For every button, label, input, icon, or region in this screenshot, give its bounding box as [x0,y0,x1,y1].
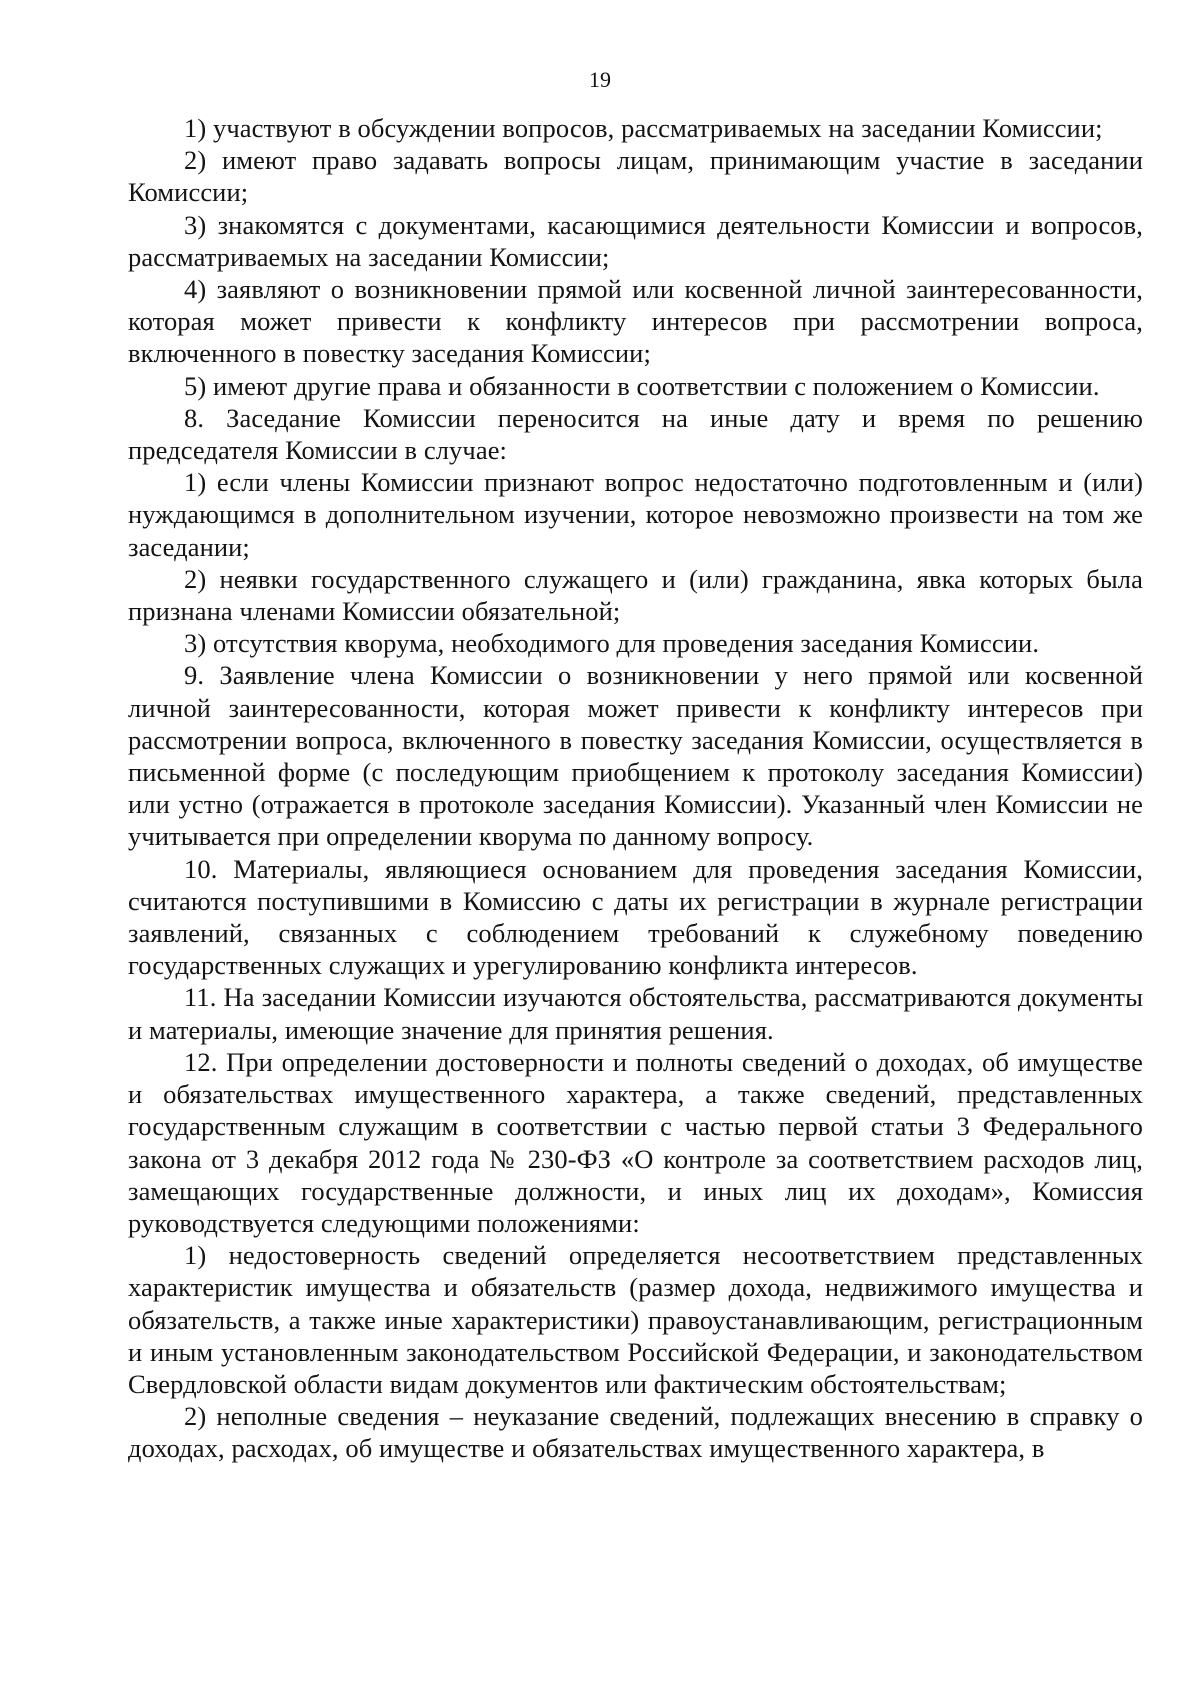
paragraph-item-1: 1) участвуют в обсуждении вопросов, рассматриваемых на заседании Комиссии; [184,113,1103,143]
paragraph-section-10: 10. Материалы, являющиеся основанием для проведения заседания Комиссии, считаются поступившими в Комиссию с даты их регистрации в журнале регистрации заявлений, связанных с соблюдением требований к служебному поведению государственных служащих и урегулированию конфликта интересов. [128,853,1143,981]
paragraph-item-5: 5) имеют другие права и обязанности в соответствии с положением о Комиссии. [184,370,1100,401]
paragraph-section-8-item-2: 2) неявки государственного служащего и (или) гражданина, явка которых была признана членами Комиссии обязательной; [128,563,1143,627]
paragraph-section-11: 11. На заседании Комиссии изучаются обстоятельства, рассматриваются документы и материалы, имеющие значение для принятия решения. [128,982,1143,1045]
paragraph-section-8-item-1: 1) если члены Комиссии признают вопрос недостаточно подготовленным и (или) нуждающимся в дополнительном изучении, которое невозможно произвести на том же заседании; [128,467,1143,562]
document-body [128,112,1143,1465]
paragraph-section-12-item-1: 1) недостоверность сведений определяется несоответствием представленных характеристик имущества и обязательств (размер дохода, недвижимого имущества и обязательств, а также иные характеристики) правоустанавливающим, регистрационным и иным установленным законодательством Российской Федерации, и законодательством Свердловской области видам документов или фактическим обстоятельствам; [128,1240,1143,1399]
paragraph-item-4: 4) заявляют о возникновении прямой или косвенной личной заинтересованности, которая может привести к конфликту интересов при рассмотрении вопроса, включенного в повестку заседания Комиссии; [128,274,1143,369]
paragraph-section-12-item-2: 2) неполные сведения – неуказание сведений, подлежащих внесению в справку о доходах, расходах, об имуществе и обязательствах имущественного характера, в [128,1401,1143,1464]
paragraph-section-8-item-3: 3) отсутствия кворума, необходимого для проведения заседания Комиссии. [184,628,1040,659]
paragraph-section-12: 12. При определении достоверности и полноты сведений о доходах, об имуществе и обязательствах имущественного характера, а также сведений, представленных государственным служащим в соответствии с частью первой статьи 3 Федерального закона от 3 декабря 2012 года № 230-ФЗ «О контроле за соответствием расходов лиц, замещающих государственные должности, и иных лиц их доходам», Комиссия руководствуется следующими положениями: [128,1046,1143,1238]
paragraph-section-9: 9. Заявление члена Комиссии о возникновении у него прямой или косвенной личной заинтересованности, которая может привести к конфликту интересов при рассмотрении вопроса, включенного в повестку заседания Комиссии, осуществляется в письменной форме (с последующим приобщением к протоколу заседания Комиссии) или устно (отражается в протоколе заседания Комиссии). Указанный член Комиссии не учитывается при определении кворума по данному вопросу. [128,660,1143,852]
page-number: 19 [589,67,611,92]
paragraph-section-8: 8. Заседание Комиссии переносится на иные дату и время по решению председателя Комиссии в случае: [128,402,1143,466]
paragraph-item-3: 3) знакомятся с документами, касающимися деятельности Комиссии и вопросов, рассматриваемых на заседании Комиссии; [128,209,1143,272]
paragraph-item-2: 2) имеют право задавать вопросы лицам, принимающим участие в заседании Комиссии; [128,145,1143,208]
